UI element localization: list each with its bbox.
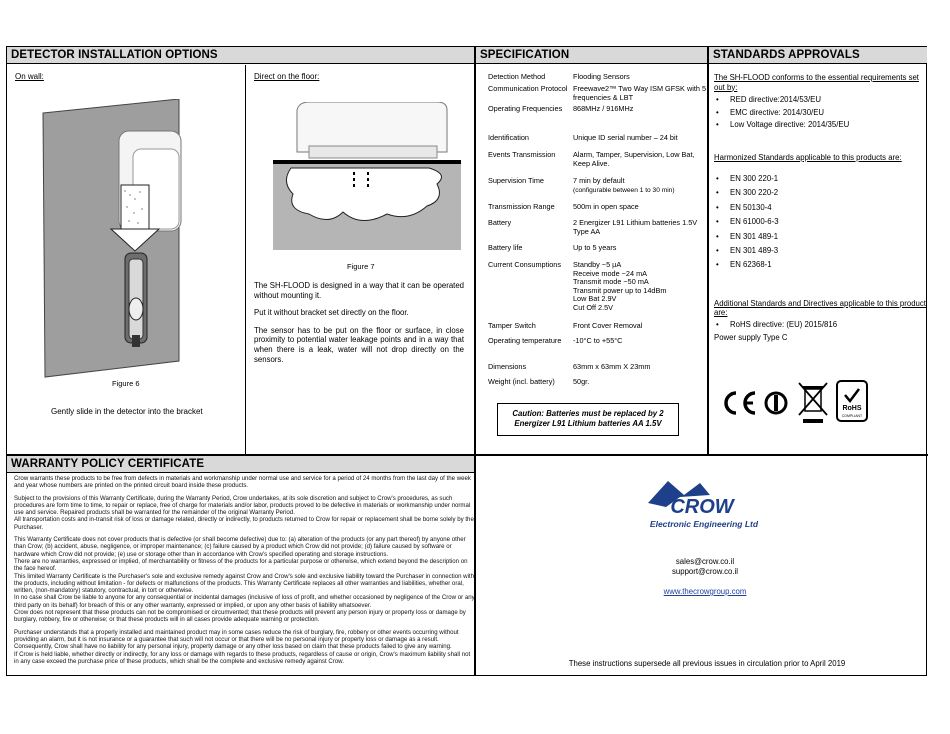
- list-item: • EN 300 220-2: [714, 186, 928, 200]
- spec-value: -10°C to +55°C: [573, 336, 623, 345]
- divider: [474, 47, 476, 454]
- spec-key: Battery: [488, 218, 512, 227]
- spec-value: 500m in open space: [573, 202, 639, 211]
- figure-7-floor-illustration: [269, 102, 469, 252]
- spec-value: 868MHz / 916MHz: [573, 104, 634, 113]
- instruction-sheet: [6, 46, 927, 676]
- divider: [245, 65, 246, 454]
- spec-key: Identification: [488, 133, 529, 142]
- spec-value-note: (configurable between 1 to 30 min): [573, 187, 675, 194]
- warranty-text: [14, 475, 476, 670]
- spec-value: Front Cover Removal: [573, 321, 643, 330]
- crow-logo-text: CROW: [670, 496, 734, 518]
- list-item: • EN 300 220-1: [714, 172, 928, 186]
- spec-key: Operating Frequencies: [488, 104, 563, 113]
- power-supply-text: Power supply Type C: [714, 333, 788, 343]
- spec-value: 50gr.: [573, 377, 590, 386]
- section-header-warranty: WARRANTY POLICY CERTIFICATE: [7, 456, 474, 473]
- spec-value: 63mm x 63mm X 23mm: [573, 362, 651, 371]
- section-header-standards: STANDARDS APPROVALS: [709, 47, 927, 64]
- compliance-marks: [719, 379, 869, 425]
- additional-list: [714, 320, 928, 330]
- list-item: • EN 50130-4: [714, 201, 928, 215]
- spec-value: Freewave2™ Two Way ISM GFSK with 5 frequencies & LBT: [573, 84, 707, 102]
- harmonized-list: [714, 172, 928, 273]
- standards-intro: The SH-FLOOD conforms to the essential requirements set out by:: [714, 73, 919, 92]
- rohs-label: RoHS: [842, 405, 862, 412]
- warranty-paragraph: Purchaser understands that a properly installed and maintained product may in some cases reduce the risk of burglary, fire, robbery or other events occurring without providing an alarm, but it is not insurance or a guarantee that such will not occur or that there will be no personal injury or property loss or damage as a result. Consequently, Crow shall have no liability for any personal injury, property damage or any other loss based on claim that these products failed to give any warning. If Crow is held liable, whether directly or indirectly, for any loss or damage with regards to these products, regardless of cause or origin, Crow's maximum liability shall not in any case exceed the purchase price of these products, which shall be the complete and exclusive remedy against Crow.: [14, 628, 471, 665]
- figure-6-wall-mount-illustration: [37, 99, 187, 379]
- spec-key: Weight (incl. battery): [488, 377, 555, 386]
- spec-key: Transmission Range: [488, 202, 555, 211]
- on-wall-label: On wall:: [15, 72, 44, 81]
- spec-key: Detection Method: [488, 72, 546, 81]
- alert-mark-icon: [766, 393, 786, 413]
- on-floor-label: Direct on the floor:: [254, 72, 320, 81]
- spec-key: Supervision Time: [488, 176, 544, 185]
- figure-7-caption: Figure 7: [347, 262, 375, 271]
- spec-key: Current Consumptions: [488, 260, 562, 269]
- supersede-note: These instructions supersede all previous issues in circulation prior to April 2019: [568, 659, 846, 668]
- list-item: • EN 301 489-3: [714, 244, 928, 258]
- floor-paragraph-1: The SH-FLOOD is designed in a way that it can be operated without mounting it.: [254, 281, 464, 300]
- figure-6-description: Gently slide in the detector into the bracket: [51, 407, 203, 416]
- list-item: • RED directive:2014/53/EU: [714, 94, 928, 107]
- spec-key: Dimensions: [488, 362, 527, 371]
- rohs-compliant-icon: [837, 381, 867, 421]
- list-item: • EN 61000-6-3: [714, 215, 928, 229]
- standards-section: [714, 73, 928, 343]
- directives-list: [714, 94, 928, 132]
- list-item: • EMC directive: 2014/30/EU: [714, 107, 928, 120]
- crow-logo: [640, 479, 760, 531]
- weee-bin-icon: [799, 383, 827, 423]
- figure-6-caption: Figure 6: [112, 379, 140, 388]
- list-item: • EN 62368-1: [714, 258, 928, 272]
- spec-value: Alarm, Tamper, Supervision, Low Bat, Keep Alive.: [573, 150, 695, 168]
- spec-value: Standby ~5 µA Receive mode ~24 mA Transmit mode ~50 mA Transmit power up to 14dBm Low Bat 2.9V Cut Off 2.5V: [573, 260, 667, 312]
- crow-logo-subtitle: Electronic Engineering Ltd: [649, 519, 759, 529]
- list-item: • Low Voltage directive: 2014/35/EU: [714, 119, 928, 132]
- floor-paragraph-3: The sensor has to be put on the floor or surface, in close proximity to potential water leakage points and in a way that when there is a leak, water will not drop directly on the sensors.: [254, 325, 464, 364]
- spec-key: Events Transmission: [488, 150, 556, 159]
- spec-value: 7 min by default: [573, 176, 625, 185]
- support-email[interactable]: support@crow.co.il: [672, 566, 738, 576]
- floor-paragraph-2: Put it without bracket set directly on the floor.: [254, 308, 409, 318]
- spec-value: Unique ID serial number – 24 bit: [573, 133, 678, 142]
- spec-value: Up to 5 years: [573, 243, 617, 252]
- floor-instructions: [254, 281, 464, 372]
- list-item: • EN 301 489-1: [714, 230, 928, 244]
- warranty-paragraph: This Warranty Certificate does not cover products that is defective (or shall become defective) due to: (a) alteration of the products (or any part thereof) by anyone other than Crow; (b) accident, abuse, negligence, or improper maintenance; (c) failure caused by a product which Crow did not provide; (d) failure caused by software or hardware which Crow did not provide; (e) use or storage other than in accordance with Crow's specified operating and storage instructions. There are no warranties, expressed or implied, of merchantability or fitness of the products for a particular purpose or otherwise, which extend beyond the description on the face hereof. This limited Warranty Certificate is the Purchaser's sole and exclusive remedy against Crow and Crow's sole and exclusive liability toward the Purchaser in connection with the products, including without limitation - for defects or malfunctions of the products. This Warranty Certificate replaces all other warranties and liabilities, whether oral, written, (non-mandatory) statutory, contractual, in tort or otherwise. In no case shall Crow be liable to anyone for any consequential or incidental damages (inclusive of loss of profit, and whether occasioned by negligence of the Crow or any third party on its behalf) for breach of this or any other warranty, expressed or implied, or upon any other basis of liability whatsoever. Crow does not represent that these products can not be compromised or circumvented; that these products will prevent any person injury or property loss or damage by burglary, robbery, fire or otherwise; or that these products will in all cases provide adequate warning or protection.: [14, 536, 475, 624]
- battery-caution-box: Caution: Batteries must be replaced by 2 Energizer L91 Lithium batteries AA 1.5V: [497, 403, 679, 436]
- warranty-paragraph: Crow warrants these products to be free from defects in materials and workmanship under normal use and service for a period of 24 months from the last day of the week and year whose numbers are printed on the printed circuit board inside these products.: [14, 475, 471, 490]
- spec-value: Flooding Sensors: [573, 72, 630, 81]
- list-item: • RoHS directive: (EU) 2015/816: [714, 320, 928, 330]
- contact-emails: [645, 557, 765, 576]
- harmonized-title: Harmonized Standards applicable to this products are:: [714, 152, 902, 162]
- spec-key: Operating temperature: [488, 336, 562, 345]
- spec-key: Tamper Switch: [488, 321, 536, 330]
- spec-key: Battery life: [488, 243, 523, 252]
- section-header-spec: SPECIFICATION: [476, 47, 707, 64]
- sales-email[interactable]: sales@crow.co.il: [675, 557, 735, 566]
- ce-mark-icon: [726, 393, 755, 413]
- website-link[interactable]: www.thecrowgroup.com: [663, 587, 747, 596]
- spec-key: Communication Protocol: [488, 84, 568, 93]
- spec-value: 2 Energizer L91 Lithium batteries 1.5V Type AA: [573, 218, 698, 236]
- additional-title: Additional Standards and Directives applicable to this product are:: [714, 298, 926, 318]
- warranty-paragraph: Subject to the provisions of this Warranty Certificate, during the Warranty Period, Crow undertakes, at its sole discretion and subject to Crow's procedures, as such procedures are form time to time, to repair or replace, free of charge for materials and/or labor, products proved to be defective in materials or workmanship under normal use and service. Repaired products shall be warranted for the remainder of the original Warranty Period. All transportation costs and in-transit risk of loss or damage related, directly or indirectly, to products returned to Crow for repair or replacement shall be borne solely by the Purchaser.: [14, 494, 474, 531]
- section-header-detector: DETECTOR INSTALLATION OPTIONS: [7, 47, 474, 64]
- rohs-sub-label: COMPLIANT: [841, 414, 863, 418]
